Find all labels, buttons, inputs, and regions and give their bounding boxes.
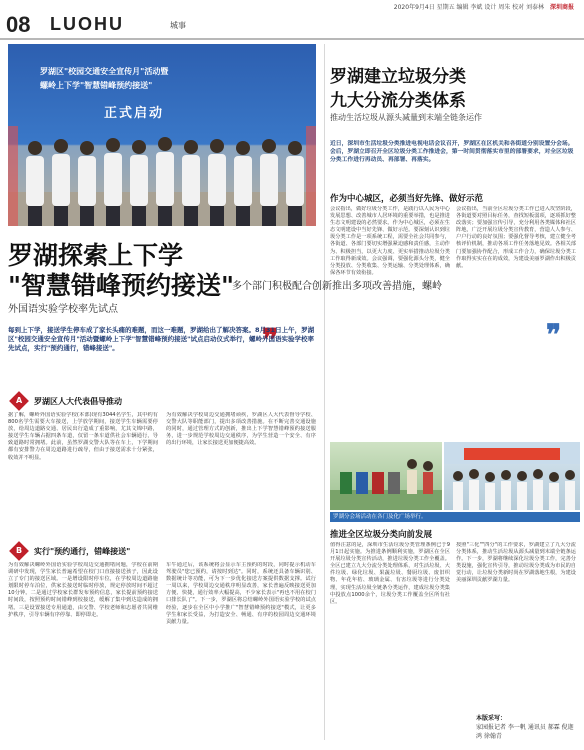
right-section1-col2: 会议指出，当前全区垃圾分类工作已进入攻坚阶段，各街道要对照目标任务，查找短板弱项，逐项抓好整改落实；要加强宣传引导，充分利用各类媒体和社区阵地，广泛开展垃圾分类宣传教育，营造人人参与、户户行动的良好氛围；要强化督导考核，建立健全考核评价机制，推动各项工作任务落地见效。各相关部门要加强协作配合，形成工作合力，确保垃圾分类工作取得实实在在的成效，为建设美丽罗湖作出积极贡献。 <box>456 206 576 269</box>
section-b-title: 实行"预约通行，错峰接送" <box>34 547 131 556</box>
photo-banner-line2: 螺岭上下学"智慧错峰预约接送" <box>40 81 153 90</box>
left-headline-1: 罗湖探索上下学 <box>8 241 184 270</box>
section-b-badge: B <box>9 541 29 561</box>
right-section2-title: 推进全区垃圾分类向前发展 <box>330 530 433 540</box>
photo-banner-line1: 罗湖区"校园交通安全宣传月"活动暨 <box>40 67 169 76</box>
right-intro: 近日，深圳市生活垃圾分类推进电视电话会议召开，罗湖区在区机关和各街道分别设置分会场。会后，罗湖立即召开全区垃圾分类工作推进会，第一时间贯彻落实市里的部署要求，对全区垃圾分类工作进行再动员、再部署、再落实。 <box>330 141 574 163</box>
section-a-title: 罗湖区人大代表倡导推动 <box>34 397 122 406</box>
header-rule <box>0 38 584 40</box>
section-b-col1: 为有效解决螺岭外国语实验学校周边交通拥堵问题，学校在前期调研中发现，学生家长普遍希望在校门口直接接送孩子，因此设立了专门的接送区域。一是增设限时停车位，在学校周边道路施划限时停车泊位，供家长接送时临时停放，规定停放时间不超过10分钟。二是通过学校家长群发布预约信息，家长提前预约接送时间段，按照预约时间错峰到校接送，缓解了集中到达造成的拥堵。三是设置接送专用通道，由交警、学校老师和志愿者共同维护秩序，引导车辆有序停靠、即停即走。 <box>8 562 158 618</box>
left-subheadline-1: 多个部门积极配合创新推出多项改善措施，螺岭 <box>232 281 442 292</box>
left-summary: 每到上下学，接送学生停车成了家长头痛的难题，而这一难题，罗湖给出了解决答案。8月31日上午，罗湖区"校园交通安全宣传月"活动暨螺岭上下学"智慧错峰预约接送"试点启动仪式举行，螺岭外国语实验学校率先试点，实行"预约通行，错峰接送"。 <box>8 326 315 352</box>
section-b-col2: 车牛通过后，该系统将会显示车主预约的时段，同时提示机动车驾驶员"您已预约，请按时到达"。同时，系统还具备车辆识别、数据统计等功能，可为下一步优化接送方案提供数据支撑。试行一周以来，学校周边交通秩序明显改善，家长普遍反映接送更加方便、快捷，通行效率大幅提高，不少家长表示"再也不用在校门口排长队了"。下一步，罗湖区将总结螺岭外国语实验学校的试点经验，逐步在全区中小学推广"智慧错峰预约接送"模式，让更多学生和家长受益，为打造安全、畅通、有序的校园周边交通环境贡献力量。 <box>166 562 316 625</box>
header-meta-text: 2020年9月4日 星期五 编辑 李斌 设计 周朱 校对 刘泰林 <box>393 4 545 11</box>
ceremony-photo <box>8 44 316 226</box>
header-meta <box>394 2 574 11</box>
right-headline-1: 罗湖建立垃圾分类 <box>330 67 466 87</box>
crowd-illustration <box>444 442 580 510</box>
section-a-col2: 为有效解决学校周边交通拥堵顽疾，罗湖区人大代表督导学校、交警大队等职能部门，提出多项改善措施。在不断完善交通设施的同时，通过管理方式的创新，推出上下学智慧错峰预约接送服务，进一步规范学校周边交通秩序，为学生营造一个安全、有序的出行环境，让家长接送更加便捷高效。 <box>166 412 316 447</box>
quote-mark-icon: ❞ <box>546 318 562 351</box>
page-number: 08 <box>6 12 31 37</box>
event-illustration <box>330 442 442 510</box>
header-brand: 深圳商报 <box>549 4 574 11</box>
sorting-event-photo <box>330 442 442 510</box>
credits-label: 本版采写： <box>476 715 507 722</box>
right-section2-col2: 按照"三化""四分"的工作要求，罗湖建立了九大分流分类体系，推动生活垃圾从源头减量到末端全链条运作。下一步，罗湖将继续深化垃圾分类工作，完善分类设施，强化宣传引导，推动垃圾分类成为市民的自觉行动，让垃圾分类新时尚在罗湖落地生根，为建设美丽深圳贡献罗湖力量。 <box>456 542 576 584</box>
right-headline-2: 九大分流分类体系 <box>330 91 466 111</box>
right-section2-col1: 值得注意的是，深圳市生活垃圾分类管理条例已于9月1日起实施。为推进条例顺利实施，罗湖区在全区开展垃圾分类宣传活动，推进垃圾分类工作全覆盖。全区已建立九大分流分类处理体系，对生活垃圾、大件垃圾、绿化垃圾、果蔬垃圾、餐厨垃圾、废旧织物、年花年桔、玻璃金属、有害垃圾等进行分类处理，实现生活垃圾全链条分类运作，建成垃圾分类集中投放点1000余个，垃圾分类工作覆盖全区所有社区。 <box>330 542 450 605</box>
credits <box>476 714 576 741</box>
section-tag: 城事 <box>170 21 186 30</box>
section-name: LUOHU <box>50 14 124 34</box>
left-headline-2: "智慧错峰预约接送" <box>8 271 235 300</box>
crowd-photo <box>444 442 580 510</box>
people-illustration <box>8 126 316 226</box>
quote-mark-red-icon: ❞ <box>262 323 279 358</box>
section-a-col1: 据了解，螺岭外国语实验学校(本部)现有3044名学生，其中约有800名学生需要大车接送，上学放学期间，接送学生车辆需要停放，给周边道路交通、居民出行造成了重影响，尤其文锦中路，接送学生车辆占据四条车道，仅留一条车道供社会车辆通行，导致道路时常拥堵。此前，虽然罗湖交警大队等在车上，下学期间都有安排警力在周边道路进行疏导，但由于接送需求十分紧张，收效并不明显。 <box>8 412 158 461</box>
credits-names: 家园报记者 李一帆 通讯员 郝霖 倪迦鸿 徐翰青 <box>476 724 574 740</box>
right-section1-col1: 会议指出，做好垃圾分类工作，是践行以人民为中心发展思想、改善城市人居环境的重要举措，也是推进生态文明建设的必然要求。作为中心城区，必须在生态文明建设中当好先锋、做好示范。要深刻认识到垃圾分类工作是一项系统工程，需要全社会共同参与，各街道、各部门要切实增强紧迫感和责任感，主动作为、积极担当，以更大力度、更实举措推动垃圾分类工作取得新成效。会议强调，要强化源头分类，健全分类投放、分类收集、分类运输、分类处理体系，确保各环节有效衔接。 <box>330 206 450 276</box>
left-subheadline-2: 外国语实验学校率先试点 <box>8 304 118 315</box>
right-section1-title: 作为中心城区，必须当好先锋、做好示范 <box>330 194 484 204</box>
column-divider <box>324 44 325 740</box>
photo-caption: 罗湖分会场活动在各门及化广场举行。 <box>330 512 580 522</box>
right-subheadline: 推动生活垃圾从源头减量到末端全链条运作 <box>330 113 482 122</box>
section-a-badge: A <box>9 391 29 411</box>
photo-banner-line3: 正式启动 <box>104 106 165 121</box>
